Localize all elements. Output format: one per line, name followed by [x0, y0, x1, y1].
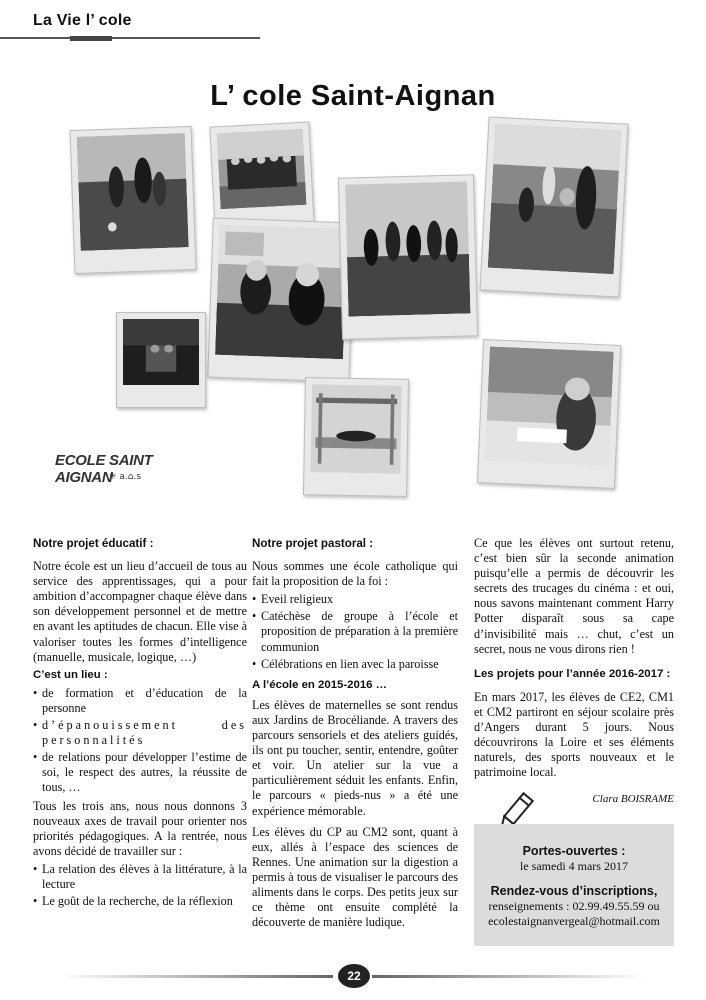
list-lieu — [33, 686, 247, 796]
list-item: • d’épanouissement des personnalités — [33, 718, 247, 748]
inscriptions-phone: renseignements : 02.99.49.55.59 ou — [488, 899, 660, 913]
list-pastoral — [252, 592, 458, 671]
info-box — [474, 824, 674, 946]
list-item: • Eveil religieux — [252, 592, 458, 607]
column-projet-pastoral — [252, 536, 458, 933]
portes-ouvertes-title: Portes-ouvertes : — [522, 844, 626, 858]
paragraph-intro-educatif: Notre école est un lieu d’accueil de tous au service des apprentissages, qui a pour ambition d’accompagner chaque élève dans son développement personnel et de mettre en avant les aptitudes de chacun. Elle vise à valoriser toutes les formes d’intelligence (manuelle, musicale, logique, …) — [33, 559, 247, 664]
house-icon: ✳ a.⌂.s — [109, 472, 142, 482]
list-item: • La relation des élèves à la littérature, à la lecture — [33, 862, 247, 892]
heading-projet-pastoral: Notre projet pastoral : — [252, 537, 374, 550]
photo-playground-football — [70, 126, 197, 274]
photo-kids-ball-game — [480, 116, 629, 297]
paragraph-cp-cm2: Les élèves du CP au CM2 sont, quant à eux, allés à l’espace des sciences de Rennes. Une animation sur la digestion a permis à tous de visualiser le parcours des aliments dans le corps. Des petits jeux sur ce thème ont ensuite complété la découverte de manière ludique. — [252, 824, 458, 930]
inscriptions-title: Rendez-vous d’inscriptions, — [490, 884, 658, 898]
section-title: La Vie l’ cole — [33, 12, 132, 29]
photo-girl-drawing — [477, 339, 621, 489]
paragraph-intro-pastoral: Nous sommes une école catholique qui fait la proposition de la foi : — [252, 559, 458, 589]
header-tab-mark — [70, 36, 112, 41]
photo-classroom — [207, 218, 354, 383]
paragraph-maternelles: Les élèves de maternelles se sont rendus aux Jardins de Brocéliande. A travers des parcours sensoriels et des ateliers guidés, ils ont pu toucher, sentir, entendre, goûter et voir. Un atelier sur la vue a particulièrement séduit les enfants. Enfin, le parcours « pieds-nus » a été une expérience mémorable. — [252, 697, 458, 818]
school-logo — [55, 452, 205, 498]
list-item: • Catéchèse de groupe à l’école et proposition de préparation à la première communion — [252, 609, 458, 654]
photo-children-sitting-dark — [116, 312, 206, 408]
list-item: • de relations pour développer l’estime de soi, le respect des autres, la réussite de tous, … — [33, 750, 247, 795]
list-item: • de formation et d’éducation de la personne — [33, 686, 247, 716]
list-item: • Célébrations en lien avec la paroisse — [252, 657, 458, 672]
heading-projet-educatif: Notre projet éducatif : — [33, 537, 154, 550]
column-projet-educatif — [33, 536, 247, 912]
heading-lieu: C’est un lieu : — [33, 668, 108, 681]
inscriptions-email: ecolestaignanvergeal@hotmail.com — [488, 914, 660, 928]
photo-bunk-bed — [303, 377, 409, 497]
column-projets — [474, 536, 674, 808]
paragraph-animation: Ce que les élèves ont surtout retenu, c’est bien sûr la seconde animation puisqu’elle a permis de découvrir les secrets des trucages du cinéma : et oui, nous savons maintenant comment Harry Potter disparaît sous sa cape d’invisibilité mais … chut, c’est un secret, nous ne vous dirons rien ! — [474, 536, 674, 656]
page-title: L’ cole Saint-Aignan — [210, 80, 496, 112]
paragraph-axes: Tous les trois ans, nous nous donnons 3 nouveaux axes de travail pour orienter nos priorités pédagogiques. A la rentrée, nous avons décidé de travailler sur : — [33, 798, 247, 858]
footer-rule-left — [60, 975, 333, 978]
heading-projets-2016-2017: Les projets pour l’année 2016-2017 : — [474, 667, 671, 680]
school-logo-text: ECOLE SAINT AIGNAN — [55, 452, 153, 486]
footer-rule-right — [372, 975, 645, 978]
portes-ouvertes-date: le samedi 4 mars 2017 — [520, 859, 628, 873]
header-rule — [0, 37, 260, 39]
page-number: 22 — [338, 964, 370, 988]
heading-ecole-2015-2016: A l’école en 2015-2016 … — [252, 678, 388, 691]
list-item: • Le goût de la recherche, de la réflexion — [33, 894, 247, 909]
author-signature: Clara BOISRAME — [592, 793, 674, 806]
paragraph-sejour: En mars 2017, les élèves de CE2, CM1 et CM2 partiront en séjour scolaire près d’Angers durant 5 jours. Nous découvrirons la Loire et ses éléments naturels, des sports nouveaux et le patrimoine local. — [474, 689, 674, 780]
photo-kids-jumping — [338, 174, 478, 340]
photo-group-kids-outside — [209, 121, 314, 232]
list-axes — [33, 862, 247, 909]
